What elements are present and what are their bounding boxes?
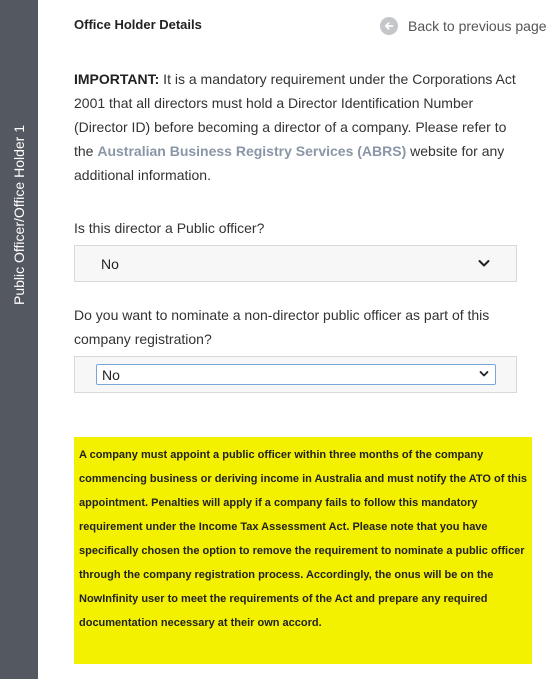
public-officer-select[interactable] bbox=[75, 246, 516, 281]
chevron-down-icon bbox=[479, 370, 489, 378]
side-tab-label: Public Officer/Office Holder 1 bbox=[11, 124, 27, 306]
important-lead: IMPORTANT: bbox=[74, 71, 160, 87]
main-content bbox=[74, 0, 554, 679]
important-notice bbox=[74, 67, 522, 187]
public-officer-select-container bbox=[74, 245, 517, 282]
nominate-select[interactable] bbox=[96, 364, 496, 385]
important-text-before: It is a mandatory requirement under the Corporations Act 2001 that all directors must hold a Director Identification Number (Director ID) before becoming a director of a company. Please refer to the bbox=[74, 71, 516, 159]
page-title: Office Holder Details bbox=[74, 17, 202, 32]
important-text-after: website for any additional information. bbox=[74, 143, 505, 183]
nominate-select-value: No bbox=[102, 366, 120, 383]
public-officer-question: Is this director a Public officer? bbox=[74, 220, 265, 236]
chevron-down-icon bbox=[478, 259, 490, 268]
back-to-previous-button[interactable] bbox=[380, 15, 554, 37]
side-tab[interactable] bbox=[0, 0, 38, 679]
nominate-select-container bbox=[74, 356, 517, 393]
back-link-label: Back to previous page bbox=[408, 18, 547, 34]
abrs-link[interactable]: Australian Business Registry Services (ABRS) bbox=[97, 143, 407, 159]
arrow-left-circle-icon bbox=[380, 17, 398, 35]
nominate-question: Do you want to nominate a non-director public officer as part of this company registration? bbox=[74, 307, 490, 347]
public-officer-select-value: No bbox=[101, 255, 119, 272]
public-officer-warning: A company must appoint a public officer within three months of the company commencing business or deriving income in Australia and must notify the ATO of this appointment. Penalties will apply if a company fails to follow this mandatory requirement under the Income Tax Assessment Act. Please note that you have specifically chosen the option to remove the requirement to nominate a public officer through the company registration process. Accordingly, the onus will be on the NowInfinity user to meet the requirements of the Act and prepare any required documentation necessary at their own accord. bbox=[74, 437, 532, 664]
